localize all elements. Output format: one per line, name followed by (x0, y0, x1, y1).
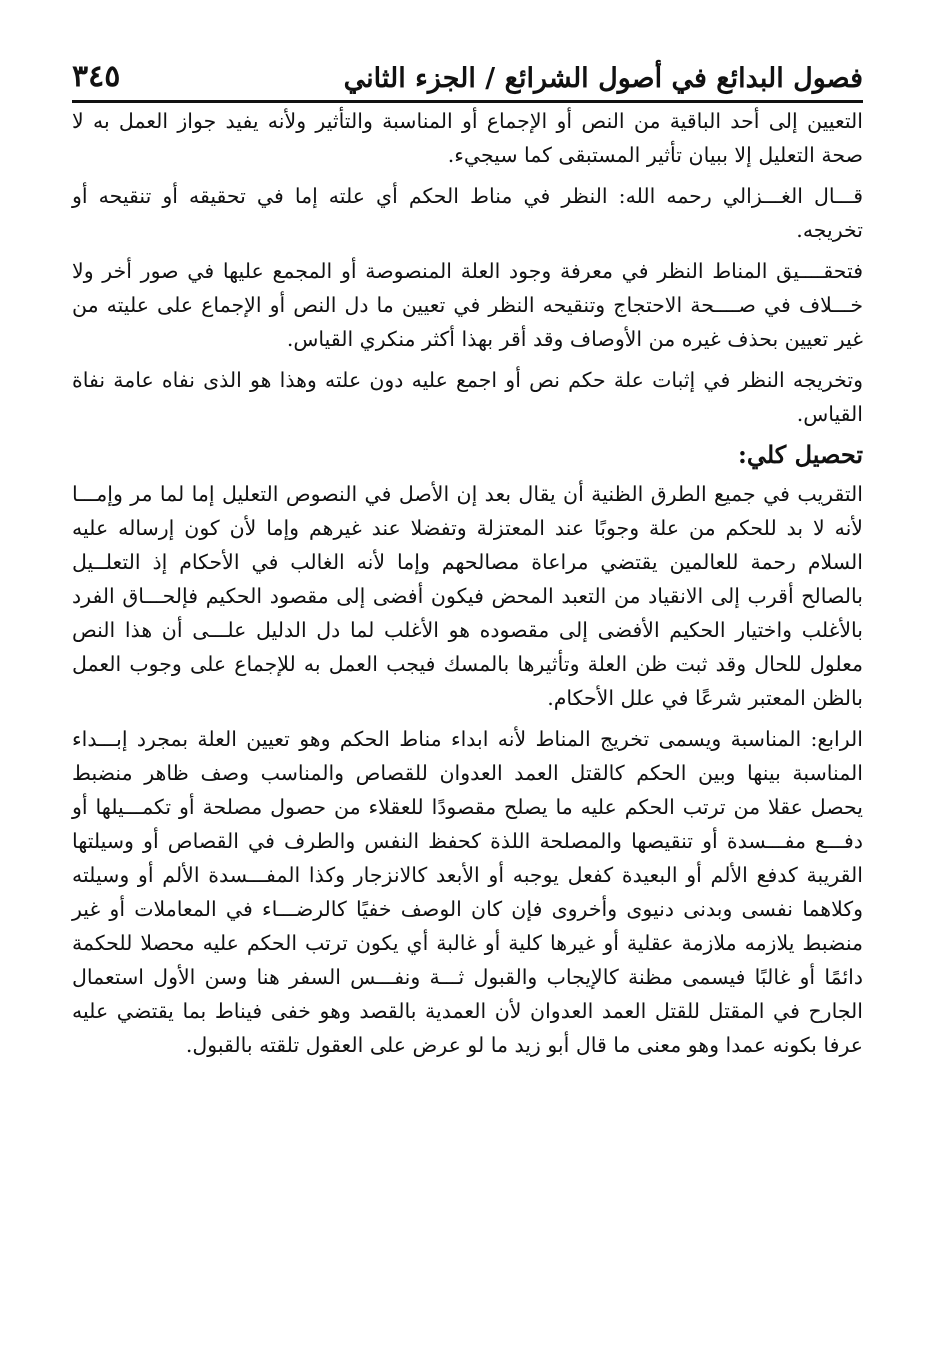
paragraph-3: فتحقــــيق المناط النظر في معرفة وجود العلة المنصوصة أو المجمع عليها في صور أخر ولا خـــلاف في صــــحة الاحتجاج وتنقيحه النظر في تعيين ما دل النص أو الإجماع على عليته من غير تعيين بحذف غيره من الأوصاف وقد أقر بهذا أكثر منكري القياس. (72, 259, 863, 351)
page-header (72, 42, 863, 103)
paragraph-2: قـــال الغـــزالي رحمه الله: النظر في مناط الحكم أي علته إما في تحقيقه أو تنقيحه أو تخريجه. (72, 184, 863, 242)
running-title: فصول البدائع في أصول الشرائع / الجزء الثاني (343, 63, 863, 94)
page-body (72, 104, 863, 1069)
paragraph-6: الرابع: المناسبة ويسمى تخريج المناط لأنه ابداء مناط الحكم وهو تعيين العلة بمجرد إبـــداء المناسبة بينها وبين الحكم كالقتل العمد العدوان للقصاص والمناسب وصف ظاهر منضبط يحصل عقلا من ترتب الحكم عليه ما يصلح مقصودًا للعقلاء من حصول مصلحة أو تكمـــيلها أو دفـــع مفـــسدة أو تنقيصها والمصلحة اللذة كحفظ النفس والطرف في القصاص أو وسيلتها القريبة كدفع الألم أو البعيدة كفعل يوجبه أو الأبعد كالانزجار وكذا المفـــسدة الألم أو وسيلته وكلاهما نفسى وبدنى دنيوى وأخروى فإن كان الوصف خفيًا كالرضـــاء في المعاملات أو غير منضبط يلازمه ملازمة عقلية أو غيرها كلية أو غالبة أي يكون ترتب الحكم عليه محصلا للحكمة دائمًا أو غالبًا فيسمى مظنة كالإيجاب والقبول ثـــة ونفـــس السفر هنا وسن الأول استعمال الجارح في المقتل للقتل العمد العدوان لأن العمدية بالقصد وهو خفى فيناط بما يقتضي عليه عرفا بكونه عمدا وهو معنى ما قال أبو زيد ما لو عرض على العقول تلقته بالقبول. (72, 727, 863, 1057)
paragraph-4: وتخريجه النظر في إثبات علة حكم نص أو اجمع عليه دون علته وهذا هو الذى نفاه عامة نفاة القياس. (72, 368, 863, 426)
paragraph-5: التقريب في جميع الطرق الظنية أن يقال بعد إن الأصل في النصوص التعليل إما لما مر وإمـــا لأنه لا بد للحكم من علة وجوبًا عند المعتزلة وتفضلا عند غيرهم وإما لأن كون إرساله عليه السلام رحمة للعالمين يقتضي مراعاة مصالحهم وإما لأنه الغالب في الأحكام إذ التعلــيل بالصالح أقرب إلى الانقياد من التعبد المحض فيكون أفضى إلى مقصود الحكيم فإلحـــاق الفرد بالأغلب واختيار الحكيم الأفضى إلى مقصوده هو الأغلب لما دل الدليل علـــى أن هذا النص معلول للحال وقد ثبت ظن العلة وتأثيرها بالمسك فيجب العمل به للإجماع على وجوب العمل بالظن المعتبر شرعًا في علل الأحكام. (72, 482, 863, 710)
paragraph-1: التعيين إلى أحد الباقية من النص أو الإجماع أو المناسبة والتأثير ولأنه يفيد جواز العمل به لا صحة التعليل إلا ببيان تأثير المستبقى كما سيجيء. (72, 109, 863, 167)
page-number: ٣٤٥ (72, 59, 121, 94)
section-heading: تحصيل كلي: (738, 440, 863, 469)
